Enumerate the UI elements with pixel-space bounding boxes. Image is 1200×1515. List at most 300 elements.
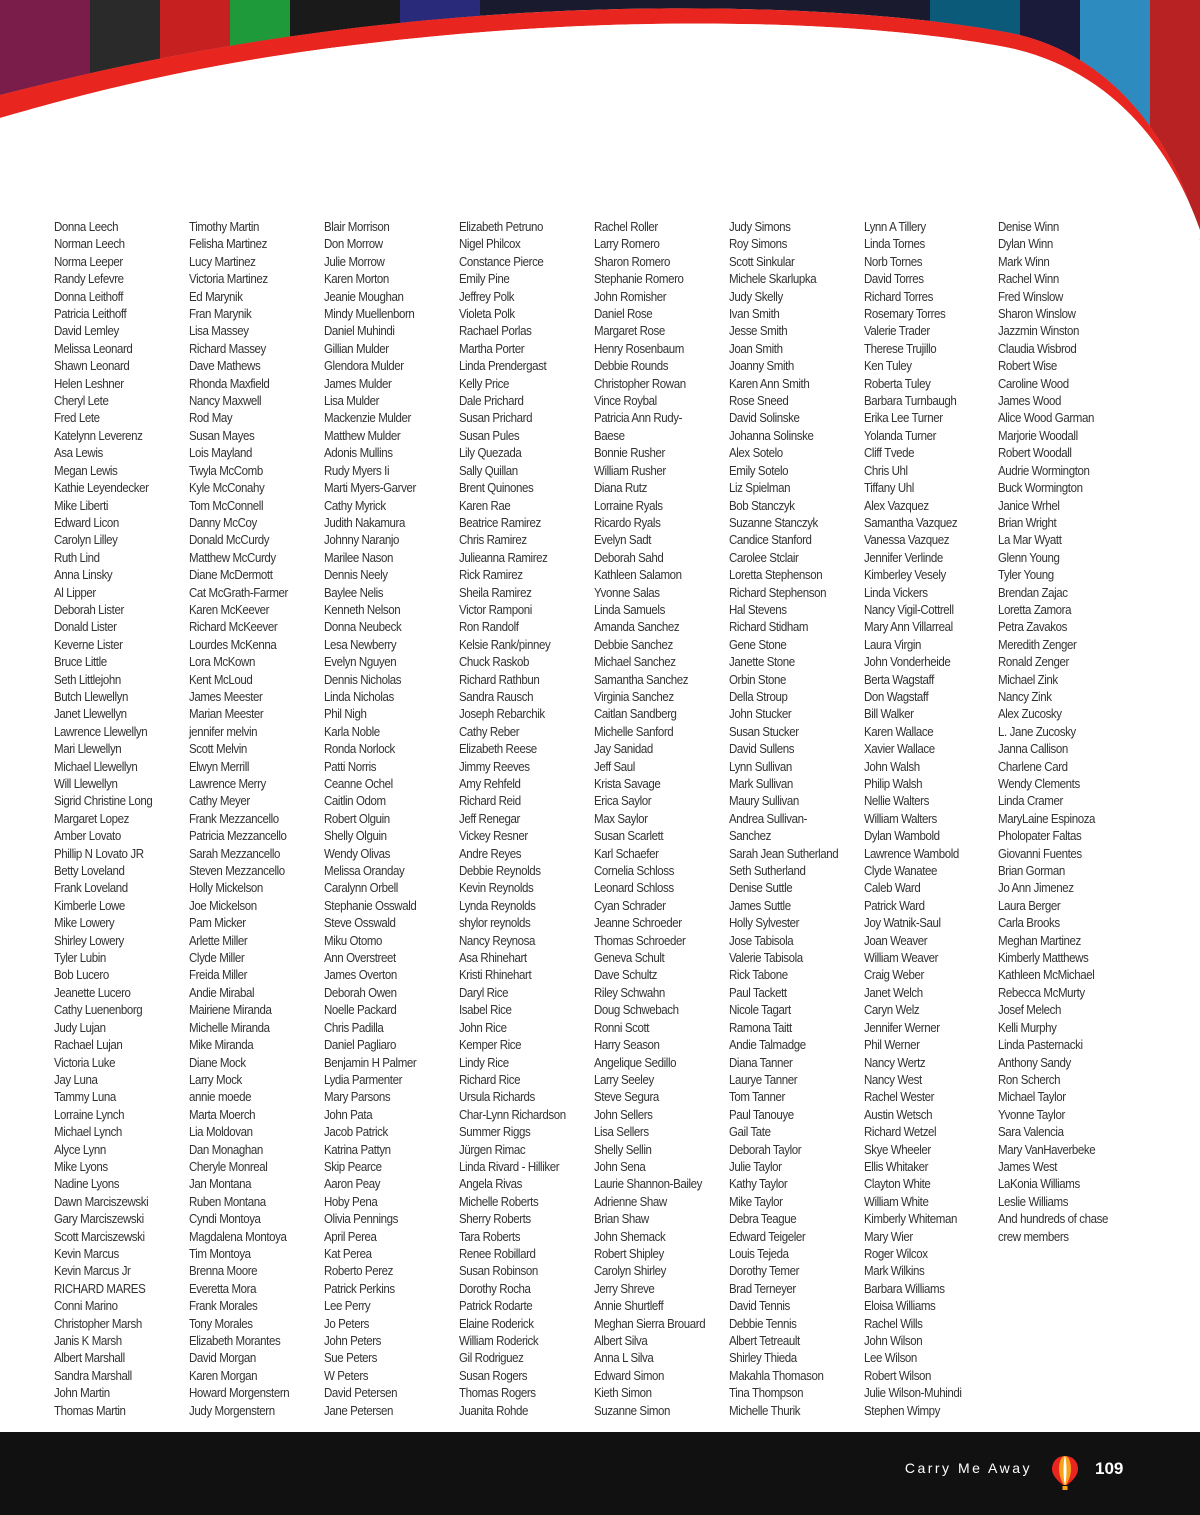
list-item: Jerry Shreve xyxy=(594,1280,655,1296)
list-item: Mari Llewellyn xyxy=(54,741,122,757)
list-item: Lawrence Wambold xyxy=(864,845,959,861)
list-item: Paul Tackett xyxy=(729,984,787,1000)
list-item: Diana Tanner xyxy=(729,1054,793,1070)
list-item: Ursula Richards xyxy=(459,1089,535,1105)
list-item: Chris Uhl xyxy=(864,462,908,478)
list-item: Riley Schwahn xyxy=(594,984,665,1000)
list-item: Betty Loveland xyxy=(54,863,125,879)
list-item: Elizabeth Petruno xyxy=(459,219,544,234)
list-item: Lisa Mulder xyxy=(324,393,380,409)
list-item: Angela Rivas xyxy=(459,1176,523,1192)
list-item: Julie Taylor xyxy=(729,1158,782,1174)
list-item: Stephanie Osswald xyxy=(324,897,417,913)
list-item: Chris Padilla xyxy=(324,1019,384,1035)
list-item: Lynda Reynolds xyxy=(459,897,536,913)
list-item: Lorraine Lynch xyxy=(54,1106,125,1122)
list-item: Ramona Taitt xyxy=(729,1019,792,1035)
list-item: Melissa Leonard xyxy=(54,340,133,356)
list-item: Margaret Rose xyxy=(594,323,665,339)
list-item: Robert Shipley xyxy=(594,1245,664,1261)
list-item: Joe Mickelson xyxy=(189,897,257,913)
list-item: Candice Stanford xyxy=(729,532,812,548)
list-item: Cathy Luenenborg xyxy=(54,1002,143,1018)
list-item: Robert Olguin xyxy=(324,810,390,826)
list-item: Cyan Schrader xyxy=(594,897,666,913)
list-item: Conni Marino xyxy=(54,1298,118,1314)
list-item: Evelyn Nguyen xyxy=(324,654,397,670)
list-item: Tara Roberts xyxy=(459,1228,521,1244)
list-item: Lora McKown xyxy=(189,654,255,670)
list-item: Elaine Roderick xyxy=(459,1315,534,1331)
list-item: Jay Luna xyxy=(54,1071,98,1087)
list-item: Sanchez xyxy=(729,828,771,844)
list-item: Helen Leshner xyxy=(54,375,124,391)
list-item: Ivan Smith xyxy=(729,306,780,322)
list-item: Kelsie Rank/pinney xyxy=(459,636,551,652)
list-item: Lisa Sellers xyxy=(594,1124,649,1140)
list-item: Susan Rogers xyxy=(459,1367,528,1383)
list-item: Rachel Roller xyxy=(594,219,658,234)
list-item: Cathy Reber xyxy=(459,723,520,739)
list-item: Andre Reyes xyxy=(459,845,522,861)
list-item: Constance Pierce xyxy=(459,253,544,269)
list-item: Shirley Lowery xyxy=(54,932,124,948)
list-item: Mike Miranda xyxy=(189,1037,254,1053)
list-item: Freida Miller xyxy=(189,967,248,983)
list-item: Patrick Perkins xyxy=(324,1280,395,1296)
list-item: Jeanette Lucero xyxy=(54,984,131,1000)
list-item: Tyler Lubin xyxy=(54,950,106,966)
list-item: Lois Mayland xyxy=(189,445,253,461)
list-item: Dave Mathews xyxy=(189,358,261,374)
list-item: Daniel Muhindi xyxy=(324,323,395,339)
list-item: Brent Quinones xyxy=(459,480,534,496)
list-item: Rachel Wester xyxy=(864,1089,935,1105)
list-item: Charlene Card xyxy=(998,758,1068,774)
list-item: Patricia Mezzancello xyxy=(189,828,287,844)
list-item: Kathleen Salamon xyxy=(594,567,682,583)
list-item: Kimberly Matthews xyxy=(998,950,1089,966)
list-item: Janet Llewellyn xyxy=(54,706,127,722)
list-item: Michelle Roberts xyxy=(459,1193,539,1209)
list-item: Meghan Sierra Brouard xyxy=(594,1315,706,1331)
list-item: John Shemack xyxy=(594,1228,666,1244)
list-item: Rachel Winn xyxy=(998,271,1059,287)
list-item: Linda Pasternacki xyxy=(998,1037,1083,1053)
list-item: Xavier Wallace xyxy=(864,741,935,757)
list-item: Roy Simons xyxy=(729,236,788,252)
list-item: Adrienne Shaw xyxy=(594,1193,667,1209)
list-item: William Roderick xyxy=(459,1333,539,1348)
list-item: Jazzmin Winston xyxy=(998,323,1079,339)
list-item: Dennis Neely xyxy=(324,567,388,583)
list-item: Jennifer Werner xyxy=(864,1019,940,1035)
list-item: Meghan Martinez xyxy=(998,932,1081,948)
list-item: Fran Marynik xyxy=(189,306,252,322)
list-item: Bob Lucero xyxy=(54,967,109,983)
list-item: Denise Suttle xyxy=(729,880,793,896)
list-item: Tina Thompson xyxy=(729,1385,804,1401)
list-item: Elwyn Merrill xyxy=(189,758,250,774)
list-item: Caroline Wood xyxy=(998,375,1069,391)
list-item: Donald Lister xyxy=(54,619,117,635)
list-item: Amber Lovato xyxy=(54,828,121,844)
list-item: Jürgen Rimac xyxy=(459,1141,526,1157)
list-item: Mary Parsons xyxy=(324,1089,391,1105)
list-item: Dawn Marciszewski xyxy=(54,1193,149,1209)
list-item: Ron Scherch xyxy=(998,1071,1061,1087)
list-item: Brian Shaw xyxy=(594,1211,649,1227)
list-item: Chuck Raskob xyxy=(459,654,530,670)
list-item: Patrick Ward xyxy=(864,897,925,913)
list-item: Marjorie Woodall xyxy=(998,427,1078,443)
list-item: Albert Silva xyxy=(594,1333,648,1348)
list-item: James Mulder xyxy=(324,375,392,391)
list-item: Rachel Wills xyxy=(864,1315,923,1331)
list-item: Mike Taylor xyxy=(729,1193,783,1209)
list-item: Diane Mock xyxy=(189,1054,246,1070)
list-item: Austin Wetsch xyxy=(864,1106,933,1122)
list-item: Judy Morgenstern xyxy=(189,1402,275,1418)
list-item: Susan Stucker xyxy=(729,723,799,739)
list-item: W Peters xyxy=(324,1367,369,1383)
list-item: Loretta Zamora xyxy=(998,601,1072,617)
list-item: Alice Wood Garman xyxy=(998,410,1094,426)
list-item: Henry Rosenbaum xyxy=(594,340,684,356)
list-item: Kristi Rhinehart xyxy=(459,967,532,983)
list-item: Phil Werner xyxy=(864,1037,920,1053)
footer-title: Carry Me Away xyxy=(904,1460,1032,1476)
list-item: Melissa Oranday xyxy=(324,863,405,879)
list-item: Mark Winn xyxy=(998,253,1050,269)
list-item: John Stucker xyxy=(729,706,792,722)
list-item: Skip Pearce xyxy=(324,1158,382,1174)
list-item: Jeanie Moughan xyxy=(324,288,404,304)
list-item: Jose Tabisola xyxy=(729,932,794,948)
list-item: Shawn Leonard xyxy=(54,358,130,374)
list-item: Victoria Luke xyxy=(54,1054,116,1070)
list-item: Alex Zucosky xyxy=(998,706,1062,722)
list-item: Judy Skelly xyxy=(729,288,783,304)
list-item: Jeffrey Polk xyxy=(459,288,515,304)
list-item: Sigrid Christine Long xyxy=(54,793,153,809)
list-item: Twyla McComb xyxy=(189,462,263,478)
list-item: Gillian Mulder xyxy=(324,340,389,356)
list-item: Timothy Martin xyxy=(189,219,260,234)
list-item: Rick Tabone xyxy=(729,967,788,983)
list-item: Kathie Leyendecker xyxy=(54,480,149,496)
list-item: Daniel Pagliaro xyxy=(324,1037,397,1053)
list-item: Susan Pules xyxy=(459,427,520,443)
list-item: Lesa Newberry xyxy=(324,636,397,652)
list-item: Alyce Lynn xyxy=(54,1141,106,1157)
name-column xyxy=(189,218,321,1419)
list-item: Robert Wise xyxy=(998,358,1057,374)
list-item: And hundreds of chase xyxy=(998,1211,1108,1227)
list-item: Michelle Thurik xyxy=(729,1402,801,1418)
list-item: Linda Nicholas xyxy=(324,688,394,704)
list-item: Roberto Perez xyxy=(324,1263,394,1279)
list-item: Deborah Owen xyxy=(324,984,397,1000)
list-item: Fred Lete xyxy=(54,410,100,426)
list-item: Janis K Marsh xyxy=(54,1333,122,1348)
list-item: Alex Vazquez xyxy=(864,497,929,513)
list-item: Dorothy Rocha xyxy=(459,1280,531,1296)
list-item: Jo Peters xyxy=(324,1315,370,1331)
list-item: Kat Perea xyxy=(324,1245,372,1261)
list-item: John Rice xyxy=(459,1019,507,1035)
list-item: Suzanne Stanczyk xyxy=(729,514,818,530)
list-item: Kyle McConahy xyxy=(189,480,265,496)
list-item: Karen Wallace xyxy=(864,723,934,739)
list-item: Steve Segura xyxy=(594,1089,659,1105)
list-item: Katrina Pattyn xyxy=(324,1141,391,1157)
list-item: Susan Scarlett xyxy=(594,828,664,844)
list-item: Richard Rathbun xyxy=(459,671,540,687)
list-item: Brenna Moore xyxy=(189,1263,258,1279)
list-item: Marti Myers-Garver xyxy=(324,480,416,496)
list-item: Harry Season xyxy=(594,1037,660,1053)
list-item: Ken Tuley xyxy=(864,358,912,374)
list-item: Stephanie Romero xyxy=(594,271,684,287)
list-item: Tiffany Uhl xyxy=(864,480,914,496)
list-item: Jimmy Reeves xyxy=(459,758,530,774)
list-item: Janet Welch xyxy=(864,984,923,1000)
list-item: Andie Mirabal xyxy=(189,984,255,1000)
name-column xyxy=(594,218,726,1419)
list-item: Danny McCoy xyxy=(189,514,257,530)
list-item: Lawrence Llewellyn xyxy=(54,723,148,739)
list-item: Della Stroup xyxy=(729,688,788,704)
list-item: Larry Romero xyxy=(594,236,660,252)
list-item: Bob Stanczyk xyxy=(729,497,795,513)
list-item: Karen Morton xyxy=(324,271,389,287)
list-item: Char-Lynn Richardson xyxy=(459,1106,566,1122)
list-item: Valerie Trader xyxy=(864,323,930,339)
list-item: Yolanda Turner xyxy=(864,427,937,443)
list-item: Tim Montoya xyxy=(189,1245,251,1261)
list-item: Cheryle Monreal xyxy=(189,1158,268,1174)
list-item: Judith Nakamura xyxy=(324,514,405,530)
list-item: Edward Teigeler xyxy=(729,1228,806,1244)
list-item: Mackenzie Mulder xyxy=(324,410,411,426)
list-item: Everetta Mora xyxy=(189,1280,257,1296)
list-item: Pholopater Faltas xyxy=(998,828,1082,844)
list-item: John Peters xyxy=(324,1333,382,1348)
list-item: Donald McCurdy xyxy=(189,532,270,548)
list-item: Nellie Walters xyxy=(864,793,929,809)
list-item: Shirley Thieda xyxy=(729,1350,797,1366)
list-item: John Vonderheide xyxy=(864,654,951,670)
list-item: Butch Llewellyn xyxy=(54,688,128,704)
list-item: David Tennis xyxy=(729,1298,790,1314)
list-item: Bruce Little xyxy=(54,654,107,670)
list-item: Sarah Mezzancello xyxy=(189,845,281,861)
list-item: Richard McKeever xyxy=(189,619,278,635)
list-item: Patricia Ann Rudy- xyxy=(594,410,683,426)
list-item: Caitlin Odom xyxy=(324,793,386,809)
list-item: Donna Leithoff xyxy=(54,288,124,304)
list-item: Bill Walker xyxy=(864,706,914,722)
list-item: Shelly Olguin xyxy=(324,828,387,844)
list-item: Norma Leeper xyxy=(54,253,123,269)
list-item: Michelle Miranda xyxy=(189,1019,270,1035)
name-column xyxy=(459,218,591,1419)
list-item: Erika Lee Turner xyxy=(864,410,943,426)
list-item: Dylan Wambold xyxy=(864,828,940,844)
page-number: 109 xyxy=(1095,1459,1124,1478)
list-item: Vanessa Vazquez xyxy=(864,532,950,548)
list-item: Michael Zink xyxy=(998,671,1058,687)
list-item: John Romisher xyxy=(594,288,667,304)
list-item: David Morgan xyxy=(189,1350,256,1366)
list-item: Louis Tejeda xyxy=(729,1245,789,1261)
list-item: Carolee Stclair xyxy=(729,549,799,565)
list-item: Vince Roybal xyxy=(594,393,657,409)
list-item: William Walters xyxy=(864,810,937,826)
list-item: Mairiene Miranda xyxy=(189,1002,272,1018)
list-item: crew members xyxy=(998,1228,1069,1244)
list-item: Holly Mickelson xyxy=(189,880,263,896)
list-item: Linda Prendergast xyxy=(459,358,547,374)
list-item: Julie Morrow xyxy=(324,253,385,269)
list-item: Scott Marciszewski xyxy=(54,1228,145,1244)
list-item: Rachael Porlas xyxy=(459,323,532,339)
list-item: John Sellers xyxy=(594,1106,653,1122)
list-item: Ed Marynik xyxy=(189,288,243,304)
list-item: MaryLaine Espinoza xyxy=(998,810,1096,826)
header-banner-art xyxy=(0,0,1200,240)
list-item: Wendy Olivas xyxy=(324,845,390,861)
list-item: Norb Tornes xyxy=(864,253,923,269)
list-item: Kelli Murphy xyxy=(998,1019,1057,1035)
list-item: Larry Mock xyxy=(189,1071,242,1087)
list-item: Kelly Price xyxy=(459,375,509,391)
list-item: Cathy Meyer xyxy=(189,793,250,809)
list-item: Susan Prichard xyxy=(459,410,533,426)
list-item: Fred Winslow xyxy=(998,288,1063,304)
list-item: John Wilson xyxy=(864,1333,923,1348)
list-item: Chris Ramirez xyxy=(459,532,527,548)
list-item: Lawrence Merry xyxy=(189,776,266,791)
list-item: Anthony Sandy xyxy=(998,1054,1071,1070)
list-item: Jeanne Schroeder xyxy=(594,915,682,931)
list-item: Emily Sotelo xyxy=(729,462,789,478)
list-item: Michael Sanchez xyxy=(594,654,676,670)
list-item: Glenn Young xyxy=(998,549,1060,565)
list-item: Joy Watnik-Saul xyxy=(864,915,941,931)
list-item: Benjamin H Palmer xyxy=(324,1054,417,1070)
list-item: Judy Simons xyxy=(729,219,791,234)
list-item: Cathy Myrick xyxy=(324,497,386,513)
list-item: Debbie Sanchez xyxy=(594,636,673,652)
list-item: Lynn A Tillery xyxy=(864,219,926,234)
list-item: Arlette Miller xyxy=(189,932,248,948)
list-item: Rachael Lujan xyxy=(54,1037,123,1053)
list-item: James Wood xyxy=(998,393,1061,409)
list-item: Thomas Martin xyxy=(54,1402,126,1418)
list-item: Martha Porter xyxy=(459,340,525,356)
list-item: David Sullens xyxy=(729,741,795,757)
list-item: Samantha Vazquez xyxy=(864,514,958,530)
list-item: Marian Meester xyxy=(189,706,264,722)
list-item: Daniel Rose xyxy=(594,306,653,322)
list-item: Thomas Schroeder xyxy=(594,932,686,948)
list-item: John Sena xyxy=(594,1158,646,1174)
list-item: James Suttle xyxy=(729,897,791,913)
list-item: Rosemary Torres xyxy=(864,306,946,322)
list-item: Asa Lewis xyxy=(54,445,103,461)
list-item: Blair Morrison xyxy=(324,219,390,234)
list-item: Johanna Solinske xyxy=(729,427,814,443)
list-item: Margaret Lopez xyxy=(54,810,130,826)
list-item: Patti Norris xyxy=(324,758,377,774)
list-item: Scott Melvin xyxy=(189,741,247,757)
list-item: Rick Ramirez xyxy=(459,567,523,583)
list-item: Dan Monaghan xyxy=(189,1141,263,1157)
list-item: Michael Lynch xyxy=(54,1124,122,1140)
list-item: Skye Wheeler xyxy=(864,1141,931,1157)
list-item: David Lemley xyxy=(54,323,119,339)
list-item: Kathy Taylor xyxy=(729,1176,788,1192)
list-item: Diana Rutz xyxy=(594,480,647,496)
list-item: Mark Sullivan xyxy=(729,776,793,791)
list-item: Judy Lujan xyxy=(54,1019,106,1035)
list-item: Seth Sutherland xyxy=(729,863,806,879)
list-item: Karen Morgan xyxy=(189,1367,258,1383)
list-item: John Martin xyxy=(54,1385,110,1401)
list-item: Patrick Rodarte xyxy=(459,1298,533,1314)
list-item: William Weaver xyxy=(864,950,939,966)
list-item: Edward Simon xyxy=(594,1367,665,1383)
list-item: Julie Wilson-Muhindi xyxy=(864,1385,962,1401)
list-item: Lucy Martinez xyxy=(189,253,256,269)
list-item: Katelynn Leverenz xyxy=(54,427,143,443)
list-item: Kent McLoud xyxy=(189,671,253,687)
list-item: Frank Morales xyxy=(189,1298,258,1314)
list-item: Hoby Pena xyxy=(324,1193,378,1209)
list-item: Karla Noble xyxy=(324,723,380,739)
list-item: jennifer melvin xyxy=(189,723,258,739)
list-item: Robert Wilson xyxy=(864,1367,932,1383)
list-item: David Torres xyxy=(864,271,924,287)
list-item: Shelly Sellin xyxy=(594,1141,652,1157)
list-item: Clyde Wanatee xyxy=(864,863,938,879)
list-item: Cheryl Lete xyxy=(54,393,109,409)
list-item: Don Wagstaff xyxy=(864,688,929,704)
list-item: Isabel Rice xyxy=(459,1002,512,1018)
list-item: Tom Tanner xyxy=(729,1089,785,1105)
list-item: Makahla Thomason xyxy=(729,1367,824,1383)
list-item: Ann Overstreet xyxy=(324,950,396,966)
list-item: Nancy Reynosa xyxy=(459,932,536,948)
list-item: Deborah Lister xyxy=(54,601,124,617)
list-item: Caitlan Sandberg xyxy=(594,706,677,722)
list-item: Tom McConnell xyxy=(189,497,264,513)
list-item: Karen Rae xyxy=(459,497,511,513)
list-item: Mike Liberti xyxy=(54,497,109,513)
list-item: Mindy Muellenborn xyxy=(324,306,415,322)
list-item: April Perea xyxy=(324,1228,377,1244)
list-item: Thomas Rogers xyxy=(459,1385,536,1401)
list-item: Lee Wilson xyxy=(864,1350,917,1366)
list-item: Emily Pine xyxy=(459,271,510,287)
name-list xyxy=(54,218,1174,1418)
list-item: Daryl Rice xyxy=(459,984,509,1000)
list-item: Karl Schaefer xyxy=(594,845,659,861)
list-item: Cat McGrath-Farmer xyxy=(189,584,288,600)
list-item: Lindy Rice xyxy=(459,1054,509,1070)
